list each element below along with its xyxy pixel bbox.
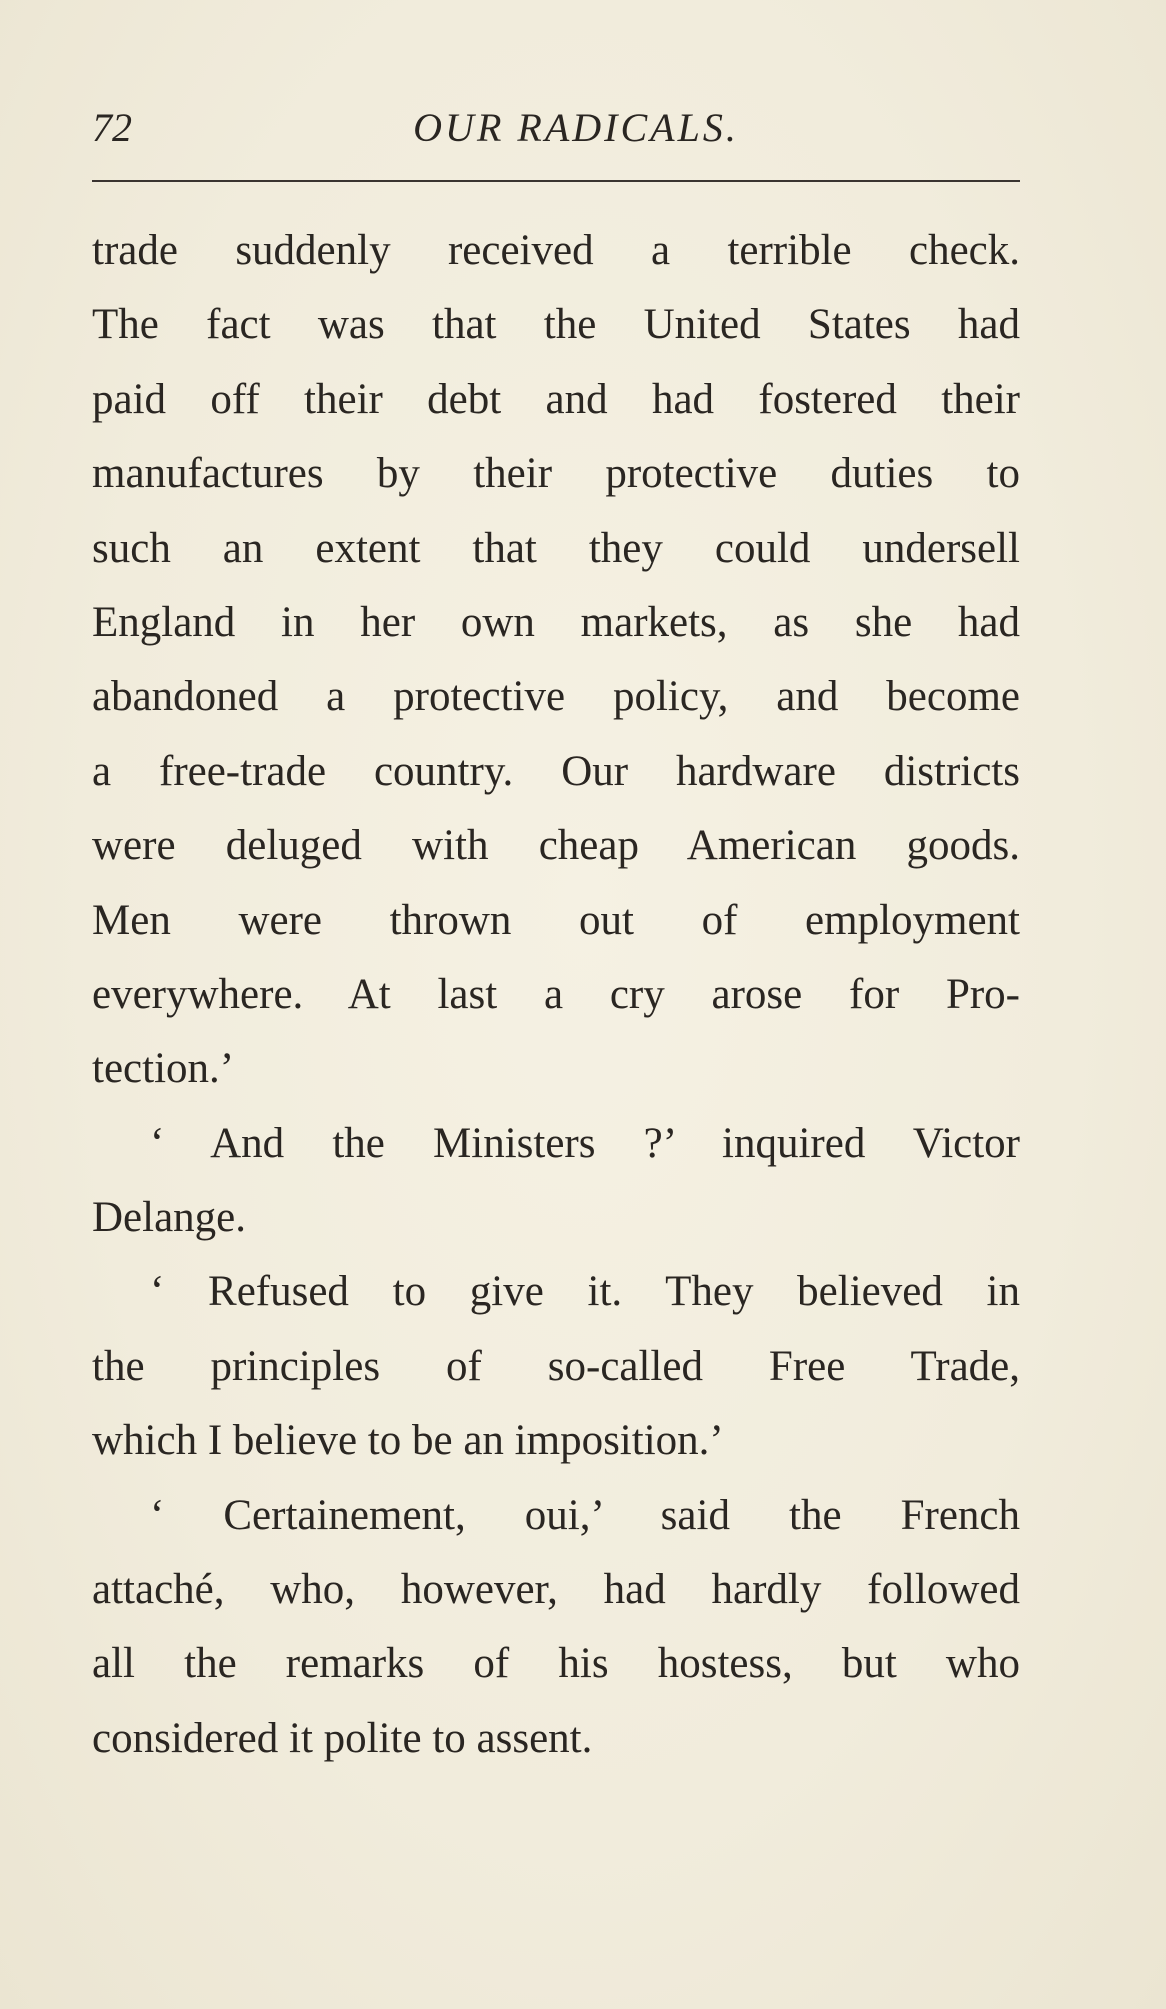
text-line: manufactures by their protective duties to	[92, 450, 1020, 498]
text-line: ‘ Refused to give it. They believed in	[150, 1268, 1020, 1316]
text-line: abandoned a protective policy, and become	[92, 673, 1020, 721]
running-head	[92, 100, 1020, 156]
text-line: England in her own markets, as she had	[92, 598, 1020, 646]
text-line: paid off their debt and had fostered their	[92, 375, 1020, 423]
page-number: 72	[92, 105, 132, 150]
text-line: such an extent that they could undersell	[92, 524, 1020, 572]
text-line: trade suddenly received a terrible check.	[92, 227, 1020, 274]
running-title: OUR RADICALS.	[413, 105, 739, 150]
text-line: the principles of so-called Free Trade,	[92, 1342, 1020, 1390]
text-line: ‘ And the Ministers ?’ inquired Victor	[150, 1119, 1020, 1167]
body-text	[92, 214, 1020, 1776]
text-line: considered it polite to assent.	[92, 1714, 593, 1762]
text-line: which I believe to be an imposition.’	[92, 1417, 724, 1465]
text-line: were deluged with cheap American goods.	[92, 822, 1020, 870]
text-line: The fact was that the United States had	[92, 301, 1020, 349]
text-line: a free-trade country. Our hardware districts	[92, 747, 1020, 795]
text-line: everywhere. At last a cry arose for Pro-	[92, 970, 1020, 1018]
text-line: attaché, who, however, had hardly followed	[92, 1566, 1020, 1614]
text-line: Delange.	[92, 1194, 247, 1242]
text-line: tection.’	[92, 1045, 235, 1093]
text-line: ‘ Certainement, oui,’ said the French	[150, 1491, 1020, 1539]
text-line: all the remarks of his hostess, but who	[92, 1640, 1020, 1688]
header-rule	[92, 180, 1020, 182]
text-line: Men were thrown out of employment	[92, 896, 1020, 944]
